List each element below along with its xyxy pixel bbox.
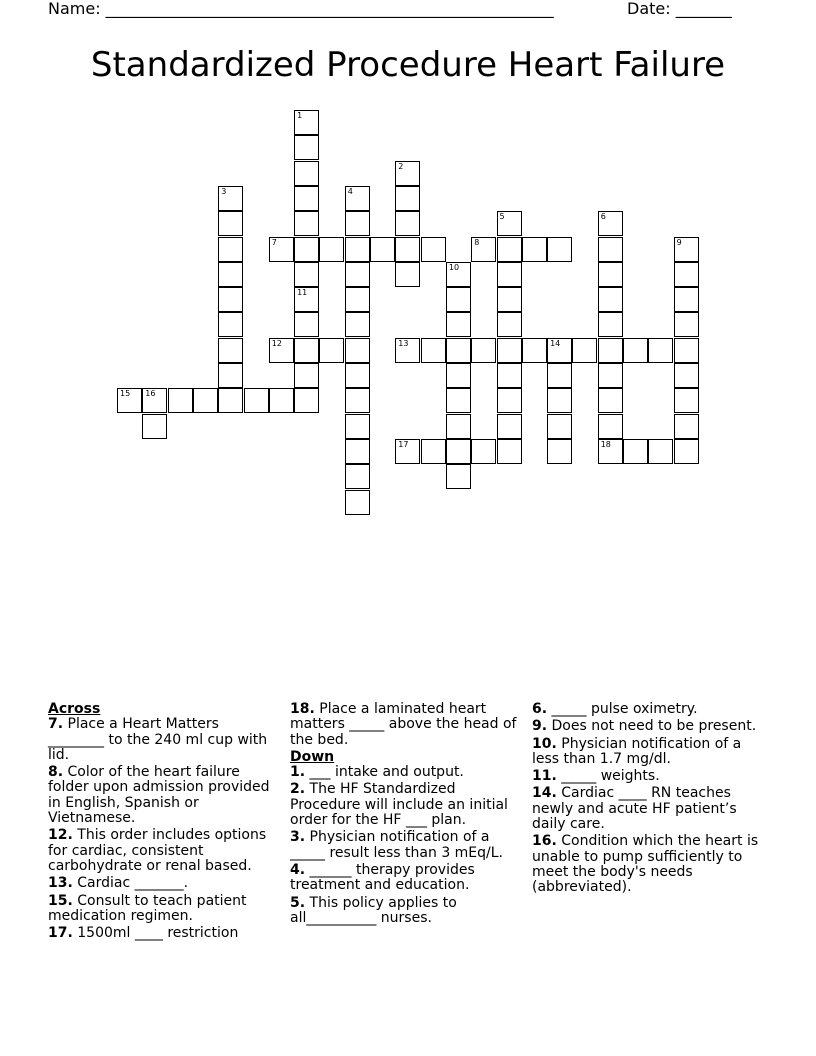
grid-cell[interactable] (522, 338, 547, 363)
grid-cell[interactable] (674, 338, 699, 363)
grid-cell[interactable] (269, 338, 294, 363)
grid-cell[interactable] (345, 287, 370, 312)
clue-text: Physician notification of a _____ result less than 3 mEq/L. (290, 829, 504, 861)
clue-number-label: 16 (145, 389, 156, 399)
clue-item (290, 896, 518, 927)
clue-number-label: 7 (271, 237, 277, 247)
grid-cell[interactable] (547, 237, 572, 262)
clue-number-label: 9 (676, 237, 682, 247)
grid-cell[interactable] (218, 237, 243, 262)
grid-cell[interactable] (547, 414, 572, 439)
clue-number-label: 11 (297, 288, 308, 298)
grid-cell[interactable] (572, 338, 597, 363)
clue-text: Place a laminated heart matters _____ above the head of the bed. (290, 701, 517, 748)
grid-cell[interactable] (674, 312, 699, 337)
grid-cell[interactable] (471, 338, 496, 363)
clue-text: Condition which the heart is unable to pump sufficiently to meet the body's needs (abbreviated). (532, 833, 759, 896)
clue-number-label: 8 (474, 237, 480, 247)
grid-cell[interactable] (421, 237, 446, 262)
clue-number: 10. (532, 735, 557, 752)
grid-cell[interactable] (598, 287, 623, 312)
grid-cell[interactable] (598, 388, 623, 413)
clue-item (48, 894, 276, 925)
clue-number-label: 5 (499, 212, 505, 222)
clue-item (532, 834, 760, 895)
grid-cell[interactable] (547, 338, 572, 363)
grid-cell[interactable] (598, 363, 623, 388)
grid-cell[interactable] (446, 464, 471, 489)
grid-cell[interactable] (446, 414, 471, 439)
grid-cell[interactable] (218, 186, 243, 211)
grid-cell[interactable] (522, 237, 547, 262)
clue-text: ______ therapy provides treatment and education. (290, 861, 475, 894)
grid-cell[interactable] (598, 211, 623, 236)
clue-item (290, 765, 518, 780)
grid-cell[interactable] (497, 363, 522, 388)
grid-cell[interactable] (598, 237, 623, 262)
grid-cell[interactable] (294, 287, 319, 312)
grid-cell[interactable] (294, 312, 319, 337)
grid-cell[interactable] (598, 338, 623, 363)
clue-item (48, 876, 276, 891)
grid-cell[interactable] (497, 262, 522, 287)
grid-cell[interactable] (294, 338, 319, 363)
clue-item (290, 782, 518, 828)
grid-cell[interactable] (345, 312, 370, 337)
clue-text: ___ intake and output. (305, 764, 464, 781)
clue-number-label: 6 (600, 212, 606, 222)
clue-number: 6. (532, 701, 548, 717)
grid-cell[interactable] (648, 338, 673, 363)
grid-cell[interactable] (623, 439, 648, 464)
clue-number-label: 14 (550, 338, 561, 348)
clue-column-3 (532, 702, 760, 898)
clue-item (532, 786, 760, 832)
clue-number: 4. (290, 861, 306, 878)
clue-text: Consult to teach patient medication regimen. (48, 892, 247, 924)
grid-cell[interactable] (294, 211, 319, 236)
grid-cell[interactable] (345, 262, 370, 287)
grid-cell[interactable] (345, 338, 370, 363)
clue-text: The HF Standardized Procedure will include an initial order for the HF ___ plan. (290, 781, 508, 829)
grid-cell[interactable] (294, 110, 319, 135)
grid-cell[interactable] (294, 135, 319, 160)
grid-cell[interactable] (345, 363, 370, 388)
grid-cell[interactable] (446, 338, 471, 363)
clue-text: Does not need to be present. (547, 718, 757, 735)
grid-cell[interactable] (395, 186, 420, 211)
clue-number: 15. (48, 892, 73, 909)
clue-number: 16. (532, 833, 557, 850)
grid-cell[interactable] (142, 388, 167, 413)
grid-cell[interactable] (547, 439, 572, 464)
grid-cell[interactable] (674, 262, 699, 287)
grid-cell[interactable] (294, 186, 319, 211)
clue-number-label: 10 (448, 262, 460, 272)
grid-cell[interactable] (218, 262, 243, 287)
clue-number-label: 18 (600, 439, 611, 449)
clue-column-2 (290, 702, 518, 928)
grid-cell[interactable] (623, 338, 648, 363)
grid-cell[interactable] (648, 439, 673, 464)
clue-item (290, 830, 518, 861)
grid-cell[interactable] (345, 439, 370, 464)
grid-cell[interactable] (547, 363, 572, 388)
grid-cell[interactable] (497, 388, 522, 413)
grid-cell[interactable] (345, 414, 370, 439)
grid-cell[interactable] (117, 388, 142, 413)
clue-item (48, 765, 276, 826)
grid-cell[interactable] (395, 439, 420, 464)
grid-cell[interactable] (497, 287, 522, 312)
clue-heading-across: Across (48, 701, 101, 717)
grid-cell[interactable] (218, 287, 243, 312)
grid-cell[interactable] (142, 414, 167, 439)
grid-cell[interactable] (674, 388, 699, 413)
grid-cell[interactable] (218, 363, 243, 388)
grid-cell[interactable] (674, 287, 699, 312)
grid-cell[interactable] (345, 464, 370, 489)
grid-cell[interactable] (395, 161, 420, 186)
clue-number: 1. (290, 764, 306, 781)
clue-number: 3. (290, 829, 306, 846)
grid-cell[interactable] (674, 237, 699, 262)
grid-cell[interactable] (218, 388, 243, 413)
clue-number: 14. (532, 785, 557, 802)
grid-cell[interactable] (395, 338, 420, 363)
name-field: Name: ________________________________________________________ (48, 0, 554, 18)
grid-cell[interactable] (421, 439, 446, 464)
clue-item (48, 717, 276, 763)
clue-item (532, 737, 760, 768)
grid-cell[interactable] (674, 363, 699, 388)
clue-item (48, 828, 276, 874)
crossword-grid (0, 0, 816, 520)
grid-cell[interactable] (497, 414, 522, 439)
grid-cell[interactable] (319, 237, 344, 262)
clue-number: 9. (532, 718, 548, 735)
clue-number-label: 17 (398, 439, 409, 449)
grid-cell[interactable] (294, 363, 319, 388)
clue-number-label: 13 (398, 338, 409, 348)
grid-cell[interactable] (497, 439, 522, 464)
grid-cell[interactable] (395, 211, 420, 236)
grid-cell[interactable] (471, 237, 496, 262)
grid-cell[interactable] (446, 312, 471, 337)
clue-column-1 (48, 702, 276, 943)
clue-number-label: 12 (271, 338, 282, 348)
clue-item (532, 719, 760, 734)
clue-text: This order includes options for cardiac, consistent carbohydrate or renal based. (48, 827, 267, 874)
grid-cell[interactable] (598, 414, 623, 439)
grid-cell[interactable] (446, 363, 471, 388)
grid-cell[interactable] (218, 312, 243, 337)
clue-number-label: 1 (297, 111, 303, 120)
grid-cell[interactable] (395, 262, 420, 287)
grid-cell[interactable] (345, 388, 370, 413)
grid-cell[interactable] (294, 388, 319, 413)
grid-cell[interactable] (446, 388, 471, 413)
clue-number-label: 3 (221, 186, 227, 196)
clue-text: Cardiac ____ RN teaches newly and acute HF patient’s daily care. (532, 785, 737, 833)
grid-cell[interactable] (446, 287, 471, 312)
clue-number: 7. (48, 716, 64, 733)
grid-cell[interactable] (547, 388, 572, 413)
clue-item (290, 702, 518, 748)
clue-item (532, 769, 760, 784)
clue-item (48, 926, 276, 941)
grid-cell[interactable] (674, 439, 699, 464)
clue-number-label: 2 (398, 161, 404, 171)
date-field: Date: _______ (627, 0, 732, 18)
grid-cell[interactable] (598, 439, 623, 464)
clue-number: 18. (290, 701, 315, 717)
clue-text: Place a Heart Matters ________ to the 240 ml cup with lid. (48, 716, 268, 763)
grid-cell[interactable] (168, 388, 193, 413)
grid-cell[interactable] (674, 414, 699, 439)
grid-cell[interactable] (193, 388, 218, 413)
grid-cell[interactable] (218, 338, 243, 363)
grid-cell[interactable] (345, 490, 370, 515)
grid-cell[interactable] (497, 312, 522, 337)
grid-cell[interactable] (345, 237, 370, 262)
grid-cell[interactable] (218, 211, 243, 236)
grid-cell[interactable] (446, 262, 471, 287)
clue-text: Physician notification of a less than 1.7 mg/dl. (532, 735, 742, 767)
grid-cell[interactable] (598, 312, 623, 337)
clue-text: This policy applies to all__________ nurses. (290, 894, 457, 926)
grid-cell[interactable] (345, 186, 370, 211)
grid-cell[interactable] (269, 237, 294, 262)
clue-number: 12. (48, 827, 73, 844)
clue-number: 5. (290, 894, 306, 911)
grid-cell[interactable] (294, 262, 319, 287)
clue-number: 8. (48, 764, 64, 781)
clue-number: 11. (532, 768, 557, 785)
grid-cell[interactable] (319, 338, 344, 363)
grid-cell[interactable] (269, 388, 294, 413)
grid-cell[interactable] (244, 388, 269, 413)
clue-number-label: 4 (347, 186, 353, 196)
clue-item (532, 702, 760, 717)
grid-cell[interactable] (497, 211, 522, 236)
grid-cell[interactable] (446, 439, 471, 464)
grid-cell[interactable] (345, 211, 370, 236)
grid-cell[interactable] (471, 439, 496, 464)
grid-cell[interactable] (497, 338, 522, 363)
clue-number: 2. (290, 781, 306, 798)
grid-cell[interactable] (395, 237, 420, 262)
clue-text: _____ pulse oximetry. (547, 701, 698, 717)
page-title: Standardized Procedure Heart Failure (90, 45, 726, 85)
clue-text: Cardiac _______. (72, 875, 189, 892)
clue-item (290, 863, 518, 894)
clue-text: _____ weights. (556, 768, 660, 785)
grid-cell[interactable] (370, 237, 395, 262)
clue-text: 1500ml ____ restriction (72, 925, 239, 942)
clue-number-label: 15 (120, 389, 131, 399)
clue-text: Color of the heart failure folder upon admission provided in English, Spanish or Vietnamese. (48, 764, 270, 827)
clue-number: 17. (48, 925, 73, 942)
grid-cell[interactable] (497, 237, 522, 262)
grid-cell[interactable] (294, 161, 319, 186)
grid-cell[interactable] (598, 262, 623, 287)
grid-cell[interactable] (294, 237, 319, 262)
grid-cell[interactable] (421, 338, 446, 363)
clue-number: 13. (48, 875, 73, 892)
clue-heading-down: Down (290, 748, 335, 765)
